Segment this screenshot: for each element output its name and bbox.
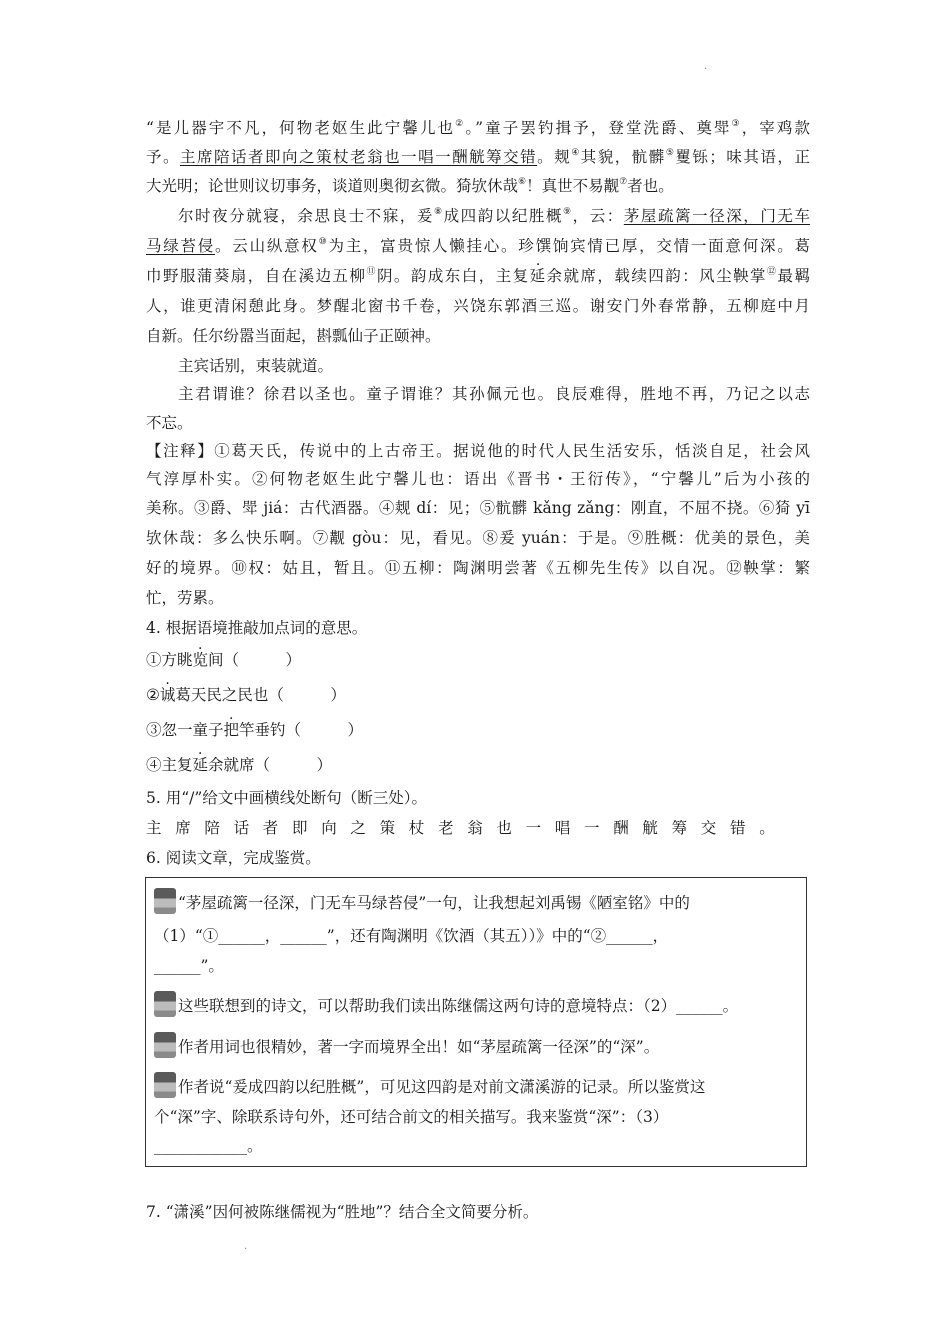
notes-line-6: 忙，劳累。: [146, 589, 224, 607]
notes-line-1: 【注释】①葛天氏，传说中的上古帝王。据说他的时代人民生活安乐，恬淡自足，社会风: [146, 442, 810, 460]
q4-title: 4. 根据语境推敲加点词的意思。: [146, 619, 368, 637]
student-avatar-icon: [154, 991, 176, 1017]
q4-item-2: ②诚葛天民之民也（ ）: [146, 686, 346, 704]
box-line-1: “茅屋疏篱一径深，门无车马绿苔侵”一句，让我想起刘禹锡《陋室铭》中的: [154, 888, 690, 914]
underlined-poem-line-b: 马绿苔侵: [146, 237, 216, 255]
passage-p2-line-5: 自新。任尔纷嚣当面起，斟瓢仙子正颐神。: [146, 327, 441, 345]
q5-sentence: 主席陪话者即向之策杖老翁也一唱一酬觥筹交错。: [146, 819, 789, 837]
passage-p4-line-1: 主君谓谁？徐君以圣也。童子谓谁？其孙佩元也。良辰难得，胜地不再，乃记之以志: [178, 385, 810, 403]
scan-dot: ·: [704, 64, 708, 75]
passage-p2-line-2: 马绿苔侵。云山纵意权⑩为主，富贵惊人懒挂心。珍馔饷宾情已厚，交情一面意何深。葛: [146, 237, 810, 255]
box-line-4: 这些联想到的诗文，可以帮助我们读出陈继儒这两句诗的意境特点：（2）______。: [154, 991, 738, 1017]
appreciation-box: [145, 877, 807, 1167]
student-avatar-icon: [154, 1032, 176, 1058]
underlined-sentence: 主席陪话者即向之策杖老翁也一唱一酬觥筹交错: [180, 148, 538, 166]
student-avatar-icon: [154, 888, 176, 914]
box-line-5: 作者用词也很精妙，著一字而境界全出！如“茅屋疏篱一径深”的“深”。: [154, 1032, 659, 1058]
q4-item-4: ④主复延余就席（ ）: [146, 756, 333, 774]
notes-line-3: 美称。③爵、斝 jiá：古代酒器。④觌 dí：见；⑤骯髒 kǎng zǎng：刚直，不屈不挠。⑥猗 yī: [146, 499, 810, 517]
passage-p2-line-3: 巾野服蒲葵扇，自在溪边五柳⑪阴。韵成东白，主复延余就席，载续四韵：风尘鞅掌⑫最羁: [146, 267, 810, 285]
scan-dot: ·: [244, 1244, 248, 1255]
notes-line-5: 好的境界。⑩权：姑且，暂且。⑪五柳：陶渊明尝著《五柳先生传》以自况。⑫鞅掌：繁: [146, 559, 810, 577]
q4-item-3: ③忽一童子把竿垂钓（ ）: [146, 721, 364, 739]
box-line-2: （1）“①______，______”，还有陶渊明《饮酒（其五））》中的“②______，: [154, 927, 669, 945]
passage-line-1: “是儿器宇不凡，何物老妪生此宁馨儿也②。”童子罢钓揖予，登堂洗爵、奠斝③，宰鸡款: [146, 119, 810, 137]
student-avatar-icon: [154, 1072, 176, 1098]
box-line-3: ______”。: [154, 957, 224, 975]
q6-title: 6. 阅读文章，完成鉴赏。: [146, 849, 321, 867]
notes-line-4: 欤休哉：多么快乐啊。⑦觏 gòu：见，看见。⑧爰 yuán：于是。⑨胜概：优美的景色，美: [146, 529, 810, 547]
passage-p2-line-4: 人，谁更清闲憩此身。梦醒北窗书千卷，兴饶东郭酒三巡。谢安门外春常静，五柳庭中月: [146, 297, 810, 315]
underlined-poem-line-a: 茅屋疏篱一径深，门无车: [623, 207, 810, 225]
notes-line-2: 气淳厚朴实。②何物老妪生此宁馨儿也：语出《晋书・王衍传》，“宁馨儿”后为小孩的: [146, 470, 810, 488]
passage-p3: 主宾话别，束装就道。: [178, 357, 334, 375]
passage-line-2: 予。主席陪话者即向之策杖老翁也一唱一酬觥筹交错。觌④其貌，骯髒⑤矍铄；味其语，正: [146, 148, 810, 166]
passage-p4-line-2: 不忘。: [146, 414, 193, 432]
box-line-7: 个“深”字、除联系诗句外，还可结合前文的相关描写。我来鉴赏“深”：（3）: [154, 1108, 669, 1126]
q5-title: 5. 用“/”给文中画横线处断句（断三处）。: [146, 789, 428, 807]
q4-item-1: ①方眺览间（ ）: [146, 651, 302, 669]
passage-line-3: 大光明；论世则议切事务，谈道则奥彻玄微。猗欤休哉⑥！真世不易觏⑦者也。: [146, 177, 674, 195]
box-line-6: 作者说“爰成四韵以纪胜概”，可见这四韵是对前文潇溪游的记录。所以鉴赏这: [154, 1072, 705, 1098]
passage-p2-line-1: 尔时夜分就寝，余思良士不寐，爰⑧成四韵以纪胜概⑨，云：茅屋疏篱一径深，门无车: [178, 207, 810, 225]
q7-title: 7. “潇溪”因何被陈继儒视为“胜地”？结合全文简要分析。: [146, 1203, 539, 1221]
box-line-8: ____________。: [154, 1137, 263, 1155]
